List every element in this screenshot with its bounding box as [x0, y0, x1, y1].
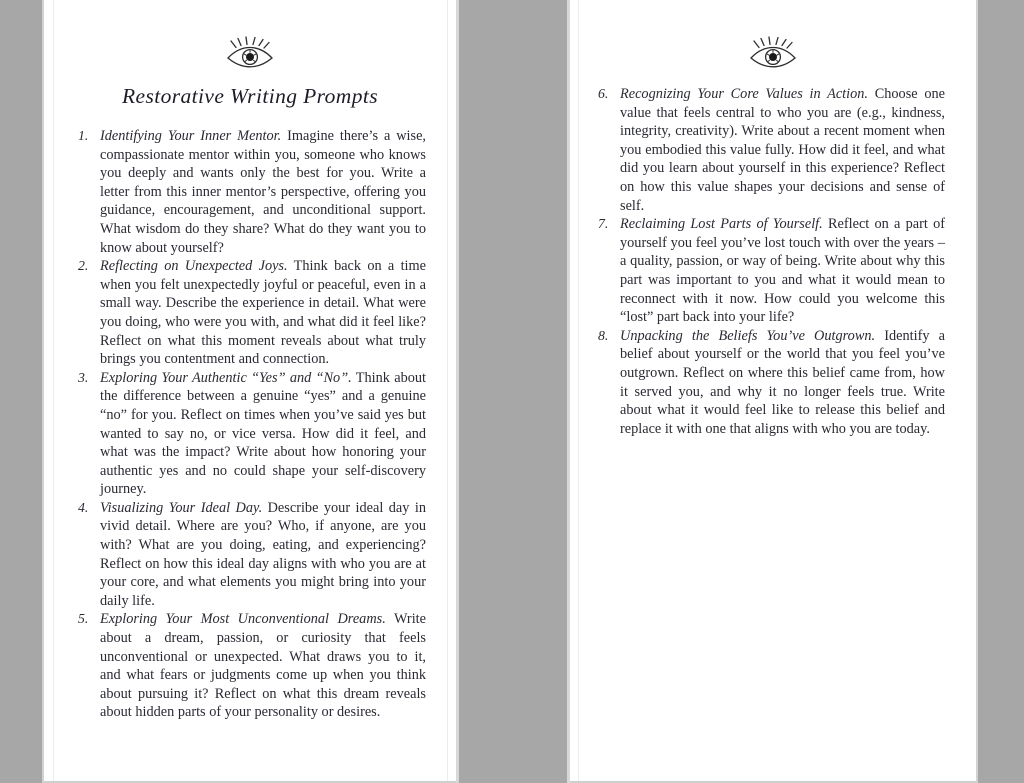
prompt-title: Exploring Your Authentic “Yes” and “No”. [100, 369, 352, 386]
prompts-list-left [44, 127, 456, 722]
page-title: Restorative Writing Prompts [121, 84, 379, 108]
prompt-body: Imagine there’s a wise, compassionate mentor within you, someone who knows you deeply and wants only the best for you. Write a letter from this inner mentor’s perspective, offering you guidance, encouragement, and unconditional support. What wisdom do they share? What do they want you to know about yourself? [100, 128, 426, 256]
list-item [598, 215, 945, 327]
prompt-title: Reflecting on Unexpected Joys. [100, 258, 288, 275]
prompt-title: Unpacking the Beliefs You’ve Outgrown. [620, 327, 876, 344]
item-text [100, 369, 426, 499]
prompt-body: Describe your ideal day in vivid detail. Where are you? Who, if anyone, are you with? What are you doing, eating, and experiencing? Reflect on how this ideal day aligns with who you are at your core, and what elements you might bring into your daily life. [100, 499, 427, 609]
item-number: 7. [598, 216, 609, 232]
prompt-body: Think back on a time when you felt unexpectedly joyful or peaceful, even in a small way. Describe the experience in detail. What were you doing, who were you with, and what did it feel like? Reflect on what this moment reveals about what truly brings you contentment and connection. [100, 258, 426, 368]
prompt-title: Recognizing Your Core Values in Action. [620, 86, 868, 102]
list-item [78, 127, 426, 257]
prompt-title: Visualizing Your Ideal Day. [100, 499, 263, 516]
item-number: 5. [78, 611, 89, 627]
list-item [78, 257, 426, 369]
prompt-title: Exploring Your Most Unconventional Dreams. [100, 611, 386, 628]
list-item [78, 499, 426, 611]
left-page [44, 0, 456, 783]
item-text [620, 215, 945, 327]
list-item [78, 610, 426, 722]
item-number: 2. [78, 258, 89, 274]
left-page-ornament [44, 0, 456, 72]
item-text [100, 127, 426, 257]
prompt-body: Identify a belief about yourself or the world that you feel you’ve outgrown. Reflect on where this belief came from, how it served you, and why it no longer feels true. Write about what it would feel like to release this belief and replace it with one that aligns with who you are today. [620, 327, 945, 437]
item-number: 1. [78, 128, 89, 143]
prompt-title: Reclaiming Lost Parts of Yourself. [620, 216, 823, 233]
right-gutter-bar [976, 0, 1024, 783]
prompt-title: Identifying Your Inner Mentor. [100, 128, 282, 144]
prompt-body: Think about the difference between a genuine “yes” and a genuine “no” for you. Reflect on times when you’ve said yes but wanted to say no, or vice versa. How did it feel, and what was the impact? Write about how honoring your authentic yes and no could shape your self-discovery journey. [100, 369, 426, 498]
item-text [100, 610, 426, 722]
list-item [598, 85, 945, 215]
prompt-body: Choose one value that feels central to who you are (e.g., kindness, integrity, creativity). Write about a recent moment when you embodied this value fully. How did it feel, and what did you learn about yourself in this experience? Reflect on how this value shapes your decisions and sense of self. [620, 86, 945, 214]
eye-icon [747, 36, 799, 72]
eye-icon [224, 36, 276, 72]
right-page [570, 0, 976, 783]
prompts-list-right [570, 85, 976, 438]
item-text [620, 85, 945, 215]
list-item [78, 369, 426, 499]
item-text [100, 257, 426, 369]
right-page-ornament [570, 0, 976, 72]
item-number: 3. [78, 369, 89, 385]
item-number: 8. [598, 327, 609, 343]
list-item [598, 327, 945, 439]
prompt-body: Write about a dream, passion, or curiosity that feels unconventional or unexpected. What draws you to it, and what fears or judgments come up when you think about pursuing it? Reflect on what this dream reveals about hidden parts of your personality or desires. [100, 611, 426, 721]
center-gutter-bar [456, 0, 570, 783]
prompt-body: Reflect on a part of yourself you feel you’ve lost touch with over the years – a quality, passion, or way of being. Write about why this part was important to you and what it would mean to reconnect with it now. How could you welcome this “lost” part back into your life? [620, 216, 945, 326]
item-number: 6. [598, 86, 609, 101]
item-number: 4. [78, 499, 89, 515]
left-gutter-bar [0, 0, 44, 783]
item-text [620, 327, 945, 439]
item-text [100, 499, 426, 611]
